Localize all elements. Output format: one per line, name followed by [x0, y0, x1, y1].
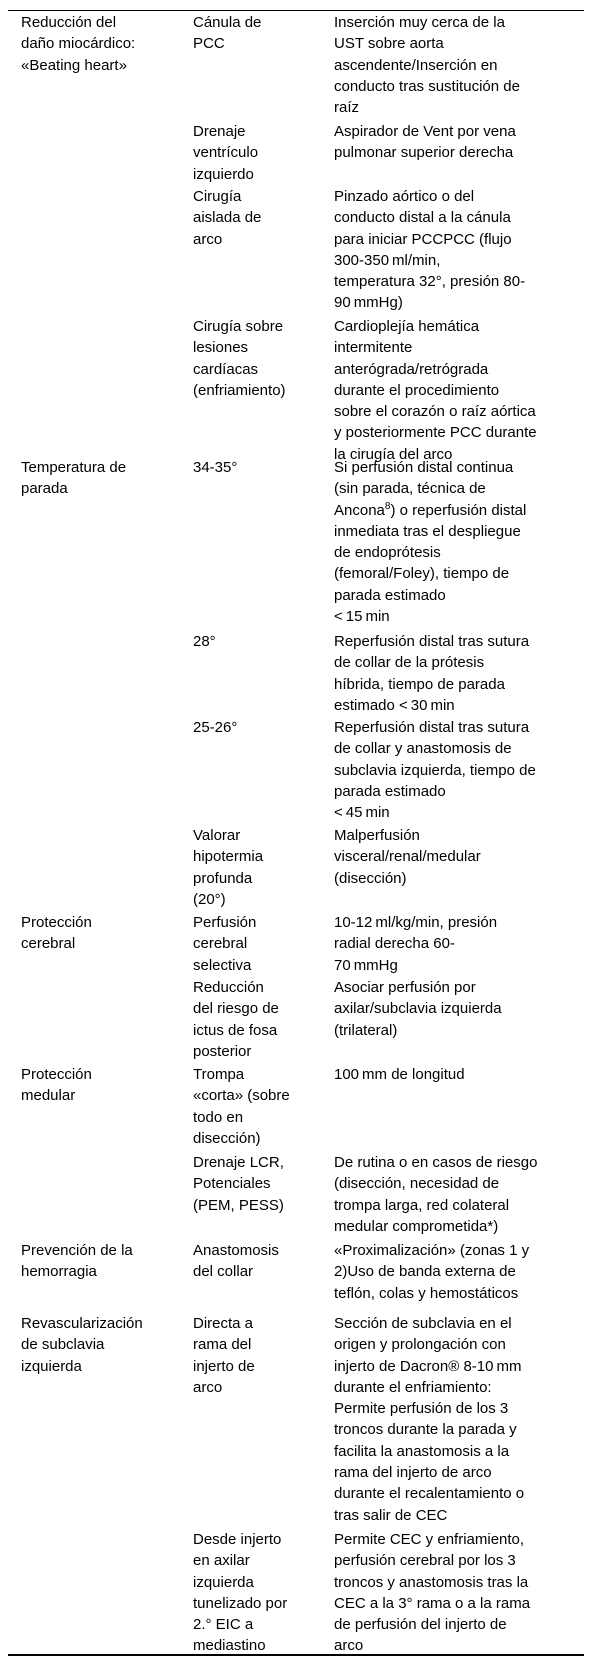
description-cell: 10-12 ml/kg/min, presión radial derecha 60- 70 mmHg: [334, 914, 498, 974]
description-cell: Cardioplejía hemática intermitente anterógrada/retrógrada durante el procedimiento sobre el corazón o raíz aórtica y posteriormente PCC durante la cirugía del arco: [334, 318, 537, 463]
description-cell: Reperfusión distal tras sutura de collar y anastomosis de subclavia izquierda, tiempo de parada estimado < 45 min: [334, 719, 536, 822]
category-cell: Reducción del daño miocárdico: «Beating heart»: [21, 14, 136, 74]
subitem-cell: Cánula de PCC: [193, 14, 262, 53]
subitem-cell: 25-26°: [193, 719, 238, 736]
footnote-ref: 8: [384, 500, 391, 512]
description-cell: 100 mm de longitud: [334, 1066, 465, 1083]
description-cell: Asociar perfusión por axilar/subclavia izquierda (trilateral): [334, 979, 502, 1039]
subitem-cell: Directa a rama del injerto de arco: [193, 1315, 255, 1396]
description-cell: Permite CEC y enfriamiento, perfusión cerebral por los 3 troncos y anastomosis tras la CEC a la 3° rama o a la rama de perfusión del injerto de arco: [334, 1531, 531, 1655]
subitem-cell: Perfusión cerebral selectiva: [193, 914, 257, 974]
subitem-cell: Cirugía aislada de arco: [193, 188, 262, 248]
subitem-cell: 34-35°: [193, 459, 238, 476]
subitem-cell: Reducción del riesgo de ictus de fosa posterior: [193, 979, 279, 1060]
description-cell: De rutina o en casos de riesgo (disección, necesidad de trompa larga, red colateral medular comprometida*): [334, 1154, 538, 1235]
subitem-cell: 28°: [193, 633, 216, 650]
description-cell: Pinzado aórtico o del conducto distal a la cánula para iniciar PCCPCC (flujo 300-350 ml/min, temperatura 32°, presión 80- 90 mmHg): [334, 188, 526, 312]
subitem-cell: Drenaje ventrículo izquierdo: [193, 123, 259, 183]
table-top-rule: [8, 10, 584, 11]
description-cell: «Proximalización» (zonas 1 y 2)Uso de banda externa de teflón, colas y hemostáticos: [334, 1242, 530, 1302]
category-cell: Prevención de la hemorragia: [21, 1242, 133, 1281]
description-cell: Reperfusión distal tras sutura de collar de la prótesis híbrida, tiempo de parada estimado < 30 min: [334, 633, 530, 714]
description-cell: Sección de subclavia en el origen y prolongación con injerto de Dacron® 8-10 mm durante el enfriamiento: Permite perfusión de los 3 troncos durante la parada y facilita la anastomosis a la rama del injerto de arco durante el recalentamiento o tras salir de CEC: [334, 1315, 525, 1524]
subitem-cell: Anastomosis del collar: [193, 1242, 279, 1281]
subitem-cell: Valorar hipotermia profunda (20°): [193, 827, 264, 908]
category-cell: Temperatura de parada: [21, 459, 127, 498]
description-cell: Si perfusión distal continua (sin parada, técnica de Ancona$^8$) o reperfusión distal inmediata tras el despliegue de endoprótesis (femoral/Foley), tiempo de parada estimado < 15 min: [334, 457, 569, 627]
ancona-line: Ancona$^8$) o reperfusión distal: [334, 500, 527, 519]
category-cell: Protección cerebral: [21, 914, 92, 953]
subitem-cell: Trompa «corta» (sobre todo en disección): [193, 1066, 290, 1147]
table-bottom-rule: [8, 1654, 584, 1656]
category-cell: Protección medular: [21, 1066, 92, 1105]
subitem-cell: Drenaje LCR, Potenciales (PEM, PESS): [193, 1154, 284, 1214]
category-cell: Revascularización de subclavia izquierda: [21, 1315, 143, 1375]
description-cell: Malperfusión visceral/renal/medular (disección): [334, 827, 481, 887]
description-cell: Inserción muy cerca de la UST sobre aorta ascendente/Inserción en conducto tras sustitución de raíz: [334, 14, 520, 117]
subitem-cell: Desde injerto en axilar izquierda tunelizado por 2.° EIC a mediastino: [193, 1531, 288, 1655]
description-cell: Aspirador de Vent por vena pulmonar superior derecha: [334, 123, 516, 162]
subitem-cell: Cirugía sobre lesiones cardíacas (enfriamiento): [193, 318, 286, 399]
